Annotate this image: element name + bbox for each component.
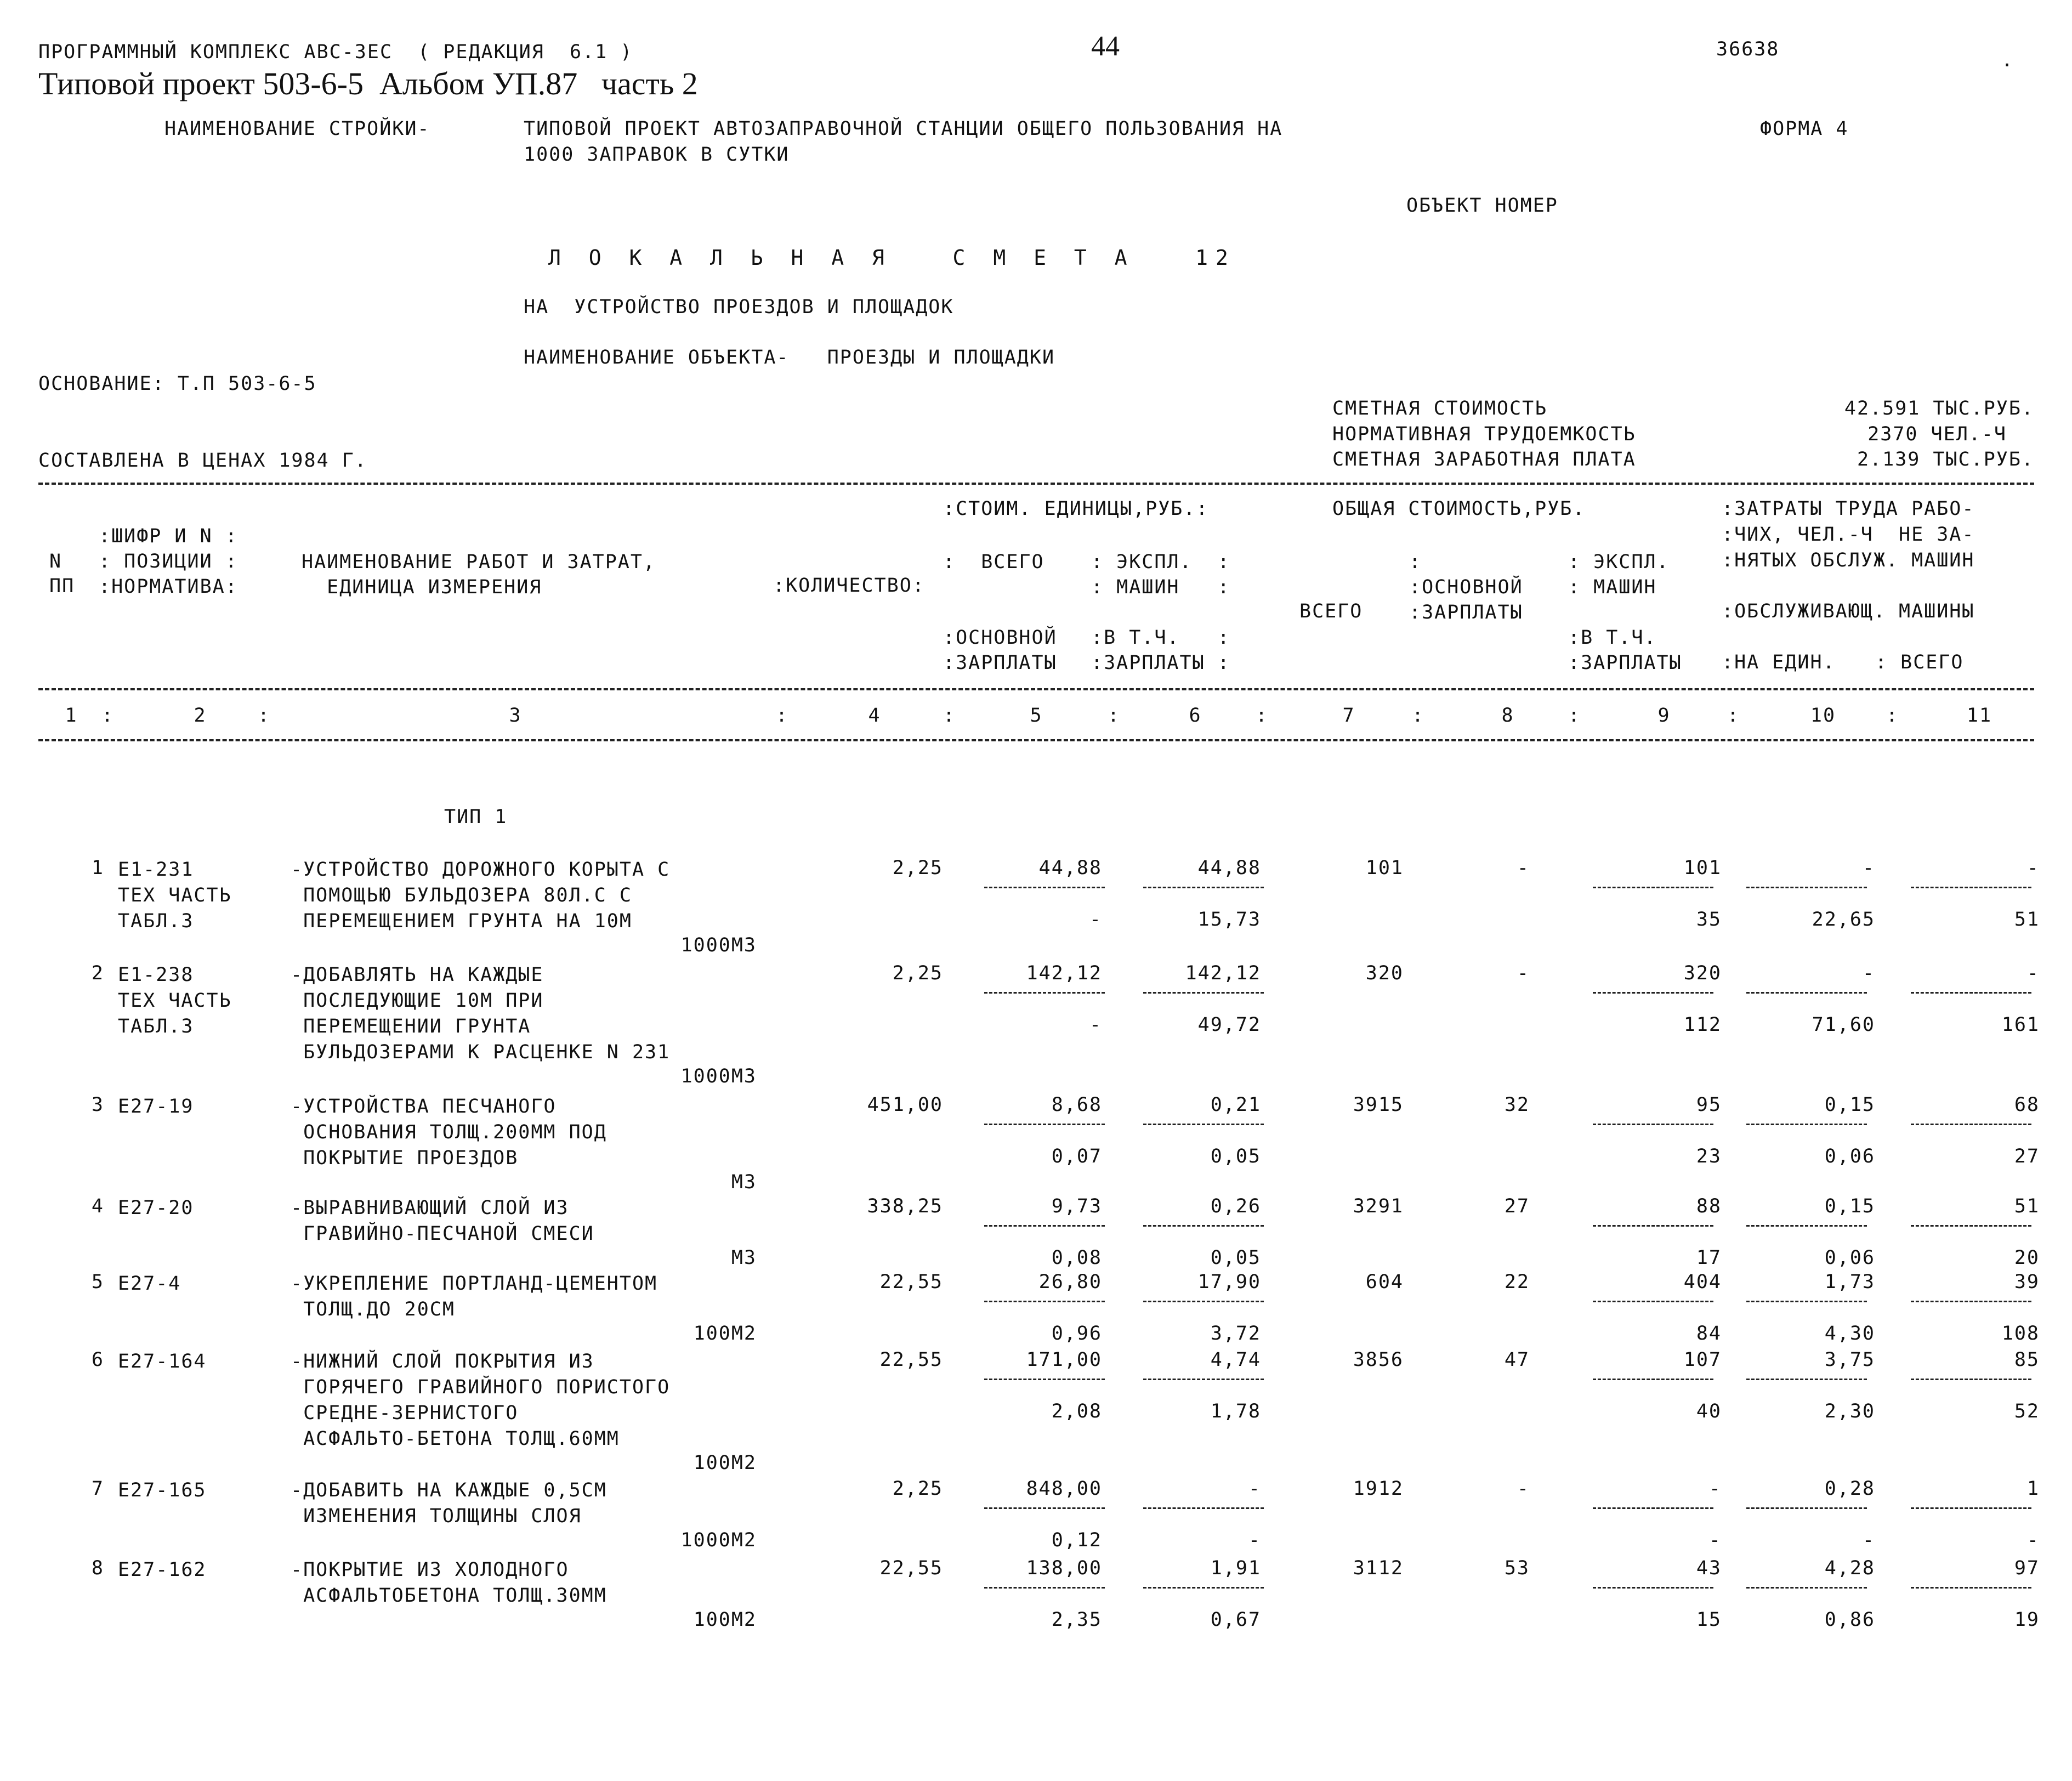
row-total-wages: 22 xyxy=(1504,1271,1530,1293)
row-labor-unit: - xyxy=(1862,857,1875,879)
column-number-3: 3 xyxy=(509,705,522,727)
row-quantity: 338,25 xyxy=(867,1195,943,1217)
header-group-labor-4: :ОБСЛУЖИВАЮЩ. МАШИНЫ xyxy=(1722,600,1975,622)
cell-divider xyxy=(1911,1587,2031,1589)
row-total-machine-wages: 40 xyxy=(1696,1400,1722,1422)
cell-divider xyxy=(1593,1225,1713,1227)
row-work-name: -ДОБАВИТЬ НА КАЖДЫЕ 0,5СМ ИЗМЕНЕНИЯ ТОЛЩИНЫ СЛОЯ xyxy=(291,1479,607,1527)
row-unit-machines: - xyxy=(1248,1478,1261,1500)
cell-divider xyxy=(1911,1507,2031,1509)
row-code: Е27-162 xyxy=(118,1559,207,1581)
column-number-9: 9 xyxy=(1657,705,1671,727)
row-labor-unit-machines: 0,86 xyxy=(1824,1609,1875,1631)
row-labor-total-machines: 52 xyxy=(2014,1400,2040,1422)
row-number: 7 xyxy=(91,1478,104,1500)
row-quantity: 22,55 xyxy=(879,1557,943,1579)
row-unit-machine-wages: 0,67 xyxy=(1210,1609,1261,1631)
row-labor-total: 97 xyxy=(2014,1557,2040,1579)
row-labor-total-machines: 20 xyxy=(2014,1247,2040,1269)
row-labor-total-machines: 108 xyxy=(2001,1323,2040,1345)
row-total-machine-wages: 112 xyxy=(1683,1014,1722,1036)
row-number: 3 xyxy=(91,1094,104,1116)
row-total-wages: 53 xyxy=(1504,1557,1530,1579)
construction-label: НАИМЕНОВАНИЕ СТРОЙКИ- xyxy=(164,118,430,140)
row-labor-unit: - xyxy=(1862,962,1875,984)
row-quantity: 2,25 xyxy=(892,1478,943,1500)
cell-divider xyxy=(1746,1379,1867,1380)
cell-divider xyxy=(1746,1225,1867,1227)
row-number: 8 xyxy=(91,1557,104,1579)
row-quantity: 2,25 xyxy=(892,962,943,984)
column-separator: : xyxy=(1886,705,1899,727)
row-total: 604 xyxy=(1365,1271,1404,1293)
form-label: ФОРМА 4 xyxy=(1760,118,1849,140)
cell-divider xyxy=(1593,1587,1713,1589)
column-number-4: 4 xyxy=(868,705,881,727)
row-unit-wages: - xyxy=(1089,1014,1102,1036)
summary-label-labor: НОРМАТИВНАЯ ТРУДОЕМКОСТЬ xyxy=(1332,423,1636,445)
column-separator: : xyxy=(776,705,789,727)
column-separator: : xyxy=(1108,705,1121,727)
cell-divider xyxy=(1143,1225,1264,1227)
cell-divider xyxy=(1911,992,2031,994)
document-number: 36638 xyxy=(1716,38,1780,60)
row-work-name: -НИЖНИЙ СЛОЙ ПОКРЫТИЯ ИЗ ГОРЯЧЕГО ГРАВИЙНОГО ПОРИСТОГО СРЕДНЕ-ЗЕРНИСТОГО АСФАЛЬТО-БЕТОНА ТОЛЩ.60ММ xyxy=(291,1351,671,1450)
header-group-labor-2: :ЧИХ, ЧЕЛ.-Ч НЕ ЗА- xyxy=(1722,524,1975,546)
column-separator: : xyxy=(1256,705,1269,727)
column-separator: : xyxy=(1412,705,1425,727)
row-quantity: 2,25 xyxy=(892,857,943,879)
row-unit-wages: 2,08 xyxy=(1051,1400,1102,1422)
row-total-machine-wages: 84 xyxy=(1696,1323,1722,1345)
row-unit-machines: 44,88 xyxy=(1197,857,1261,879)
row-total: 3856 xyxy=(1353,1349,1404,1371)
row-number: 5 xyxy=(91,1271,104,1293)
row-labor-unit: 0,15 xyxy=(1824,1094,1875,1116)
row-unit-machine-wages: 1,78 xyxy=(1210,1400,1261,1422)
row-number: 1 xyxy=(91,857,104,879)
header-col-8: : :ОСНОВНОЙ :ЗАРПЛАТЫ xyxy=(1409,551,1523,623)
row-labor-unit: 0,15 xyxy=(1824,1195,1875,1217)
row-unit-machine-wages: 0,05 xyxy=(1210,1145,1261,1167)
row-unit: М3 xyxy=(731,1171,757,1193)
cell-divider xyxy=(1143,992,1264,994)
document-title: Л О К А Л Ь Н А Я С М Е Т А 12 xyxy=(548,246,1236,270)
row-total-machine-wages: 23 xyxy=(1696,1145,1722,1167)
row-total-machine-wages: 15 xyxy=(1696,1609,1722,1631)
column-number-10: 10 xyxy=(1810,705,1836,727)
header-group-total-cost: ОБЩАЯ СТОИМОСТЬ,РУБ. xyxy=(1332,498,1586,520)
row-total-machine-wages: - xyxy=(1708,1529,1722,1551)
column-number-1: 1 xyxy=(65,705,78,727)
row-unit-machines: 0,26 xyxy=(1210,1195,1261,1217)
row-total-machine-wages: 17 xyxy=(1696,1247,1722,1269)
cell-divider xyxy=(1911,1225,2031,1227)
row-unit: М3 xyxy=(731,1247,757,1269)
column-number-6: 6 xyxy=(1189,705,1202,727)
row-unit-total: 26,80 xyxy=(1038,1271,1102,1293)
row-total: 3915 xyxy=(1353,1094,1404,1116)
row-unit-machine-wages: 49,72 xyxy=(1197,1014,1261,1036)
summary-value-labor: 2370 ЧЕЛ.-Ч xyxy=(1867,423,2007,445)
header-col-11: : ВСЕГО xyxy=(1875,651,1964,673)
row-total-machines: 43 xyxy=(1696,1557,1722,1579)
row-quantity: 22,55 xyxy=(879,1349,943,1371)
row-unit-total: 8,68 xyxy=(1051,1094,1102,1116)
header-col-6: : ЭКСПЛ. : : МАШИН : :В Т.Ч. : :ЗАРПЛАТЫ : xyxy=(1091,551,1230,674)
cell-divider xyxy=(1593,1507,1713,1509)
page-number: 44 xyxy=(1091,31,1120,62)
construction-name-line1: ТИПОВОЙ ПРОЕКТ АВТОЗАПРАВОЧНОЙ СТАНЦИИ ОБЩЕГО ПОЛЬЗОВАНИЯ НА xyxy=(524,118,1283,140)
row-work-name: -УКРЕПЛЕНИЕ ПОРТЛАНД-ЦЕМЕНТОМ ТОЛЩ.ДО 20СМ xyxy=(291,1273,658,1320)
row-labor-total-machines: - xyxy=(2026,1529,2040,1551)
row-labor-total: 85 xyxy=(2014,1349,2040,1371)
prices-year: СОСТАВЛЕНА В ЦЕНАХ 1984 Г. xyxy=(38,450,367,472)
row-total-wages: 47 xyxy=(1504,1349,1530,1371)
row-labor-total-machines: 161 xyxy=(2001,1014,2040,1036)
object-name: НАИМЕНОВАНИЕ ОБЪЕКТА- ПРОЕЗДЫ И ПЛОЩАДКИ xyxy=(524,347,1055,368)
summary-value-cost: 42.591 ТЫС.РУБ. xyxy=(1844,398,2034,419)
basis: ОСНОВАНИЕ: Т.П 503-6-5 xyxy=(38,373,317,395)
column-separator: : xyxy=(258,705,271,727)
summary-label-cost: СМЕТНАЯ СТОИМОСТЬ xyxy=(1332,398,1548,419)
row-code: Е27-165 xyxy=(118,1479,207,1501)
row-unit-total: 138,00 xyxy=(1026,1557,1102,1579)
row-total: 1912 xyxy=(1353,1478,1404,1500)
header-col-code: :ШИФР И N : : ПОЗИЦИИ : :НОРМАТИВА: xyxy=(99,525,238,598)
header-bottom-rule xyxy=(38,739,2034,741)
row-unit-machine-wages: - xyxy=(1248,1529,1261,1551)
row-total: 320 xyxy=(1365,962,1404,984)
row-total-machines: 404 xyxy=(1683,1271,1722,1293)
header-group-labor-3: :НЯТЫХ ОБСЛУЖ. МАШИН xyxy=(1722,549,1975,571)
row-labor-total-machines: 19 xyxy=(2014,1609,2040,1631)
cell-divider xyxy=(984,1379,1105,1380)
column-separator: : xyxy=(943,705,956,727)
row-unit-wages: - xyxy=(1089,909,1102,931)
row-unit-total: 142,12 xyxy=(1026,962,1102,984)
column-separator: : xyxy=(1568,705,1581,727)
cell-divider xyxy=(1746,1587,1867,1589)
row-unit-machines: 0,21 xyxy=(1210,1094,1261,1116)
column-number-7: 7 xyxy=(1342,705,1355,727)
row-unit: 100М2 xyxy=(693,1452,757,1474)
row-code: Е1-231 ТЕХ ЧАСТЬ ТАБЛ.3 xyxy=(118,859,232,932)
cell-divider xyxy=(1593,1124,1713,1125)
row-unit-wages: 0,96 xyxy=(1051,1323,1102,1345)
cell-divider xyxy=(1911,1301,2031,1302)
header-col-qty: :КОЛИЧЕСТВО: xyxy=(773,575,925,597)
row-work-name: -УСТРОЙСТВО ДОРОЖНОГО КОРЫТА С ПОМОЩЬЮ БУЛЬДОЗЕРА 80Л.С С ПЕРЕМЕЩЕНИЕМ ГРУНТА НА 10М xyxy=(291,859,671,932)
row-labor-total-machines: 27 xyxy=(2014,1145,2040,1167)
cell-divider xyxy=(984,887,1105,888)
cell-divider xyxy=(1143,1301,1264,1302)
row-labor-unit-machines: 0,06 xyxy=(1824,1247,1875,1269)
row-quantity: 451,00 xyxy=(867,1094,943,1116)
header-group-labor-1: :ЗАТРАТЫ ТРУДА РАБО- xyxy=(1722,498,1975,520)
row-unit-total: 9,73 xyxy=(1051,1195,1102,1217)
row-labor-total: - xyxy=(2026,962,2040,984)
row-unit-machines: 1,91 xyxy=(1210,1557,1261,1579)
cell-divider xyxy=(1911,1124,2031,1125)
row-unit: 100М2 xyxy=(693,1609,757,1631)
cell-divider xyxy=(1593,992,1713,994)
header-col-n: N ПП xyxy=(49,551,75,597)
column-number-5: 5 xyxy=(1030,705,1043,727)
cell-divider xyxy=(1746,1507,1867,1509)
row-total-machines: 101 xyxy=(1683,857,1722,879)
row-labor-total: 68 xyxy=(2014,1094,2040,1116)
row-code: Е27-19 xyxy=(118,1096,194,1118)
row-total-wages: - xyxy=(1517,857,1530,879)
cell-divider xyxy=(1746,992,1867,994)
column-number-8: 8 xyxy=(1501,705,1514,727)
header-col-10: :НА ЕДИН. xyxy=(1722,651,1836,673)
header-col-name: НАИМЕНОВАНИЕ РАБОТ И ЗАТРАТ, ЕДИНИЦА ИЗМЕРЕНИЯ xyxy=(302,551,656,598)
row-labor-unit-machines: 2,30 xyxy=(1824,1400,1875,1422)
row-unit-machines: 17,90 xyxy=(1197,1271,1261,1293)
row-labor-unit-machines: 0,06 xyxy=(1824,1145,1875,1167)
row-total: 3112 xyxy=(1353,1557,1404,1579)
row-code: Е1-238 ТЕХ ЧАСТЬ ТАБЛ.3 xyxy=(118,964,232,1037)
row-labor-total: 39 xyxy=(2014,1271,2040,1293)
header-mid-rule xyxy=(38,688,2034,690)
row-unit-total: 848,00 xyxy=(1026,1478,1102,1500)
cell-divider xyxy=(1143,1507,1264,1509)
row-unit: 1000М3 xyxy=(680,934,757,956)
row-total-machine-wages: 35 xyxy=(1696,909,1722,931)
cell-divider xyxy=(1746,887,1867,888)
row-unit-wages: 0,12 xyxy=(1051,1529,1102,1551)
row-total-wages: - xyxy=(1517,1478,1530,1500)
row-total-machines: 107 xyxy=(1683,1349,1722,1371)
summary-value-wages: 2.139 ТЫС.РУБ. xyxy=(1857,449,2034,470)
row-labor-total-machines: 51 xyxy=(2014,909,2040,931)
cell-divider xyxy=(1593,1379,1713,1380)
cell-divider xyxy=(1143,887,1264,888)
cell-divider xyxy=(1593,1301,1713,1302)
project-title: Типовой проект 503-6-5 Альбом УП.87 часть 2 xyxy=(38,66,698,101)
summary-label-wages: СМЕТНАЯ ЗАРАБОТНАЯ ПЛАТА xyxy=(1332,449,1636,470)
cell-divider xyxy=(1593,887,1713,888)
row-labor-unit: 0,28 xyxy=(1824,1478,1875,1500)
cell-divider xyxy=(1746,1301,1867,1302)
column-separator: : xyxy=(1727,705,1740,727)
row-labor-unit-machines: 4,30 xyxy=(1824,1323,1875,1345)
row-total-wages: - xyxy=(1517,962,1530,984)
row-labor-total: 51 xyxy=(2014,1195,2040,1217)
row-total-machines: - xyxy=(1708,1478,1722,1500)
row-total-machines: 88 xyxy=(1696,1195,1722,1217)
column-separator: : xyxy=(101,705,115,727)
row-unit-machine-wages: 15,73 xyxy=(1197,909,1261,931)
cell-divider xyxy=(1143,1379,1264,1380)
row-unit-machines: 142,12 xyxy=(1185,962,1261,984)
row-work-name: -УСТРОЙСТВА ПЕСЧАНОГО ОСНОВАНИЯ ТОЛЩ.200ММ ПОД ПОКРЫТИЕ ПРОЕЗДОВ xyxy=(291,1096,607,1169)
row-total-wages: 32 xyxy=(1504,1094,1530,1116)
column-number-2: 2 xyxy=(194,705,207,727)
row-labor-unit: 4,28 xyxy=(1824,1557,1875,1579)
row-number: 2 xyxy=(91,962,104,984)
row-total-wages: 27 xyxy=(1504,1195,1530,1217)
cell-divider xyxy=(984,1587,1105,1589)
object-number-label: ОБЪЕКТ НОМЕР xyxy=(1406,195,1558,217)
row-total: 3291 xyxy=(1353,1195,1404,1217)
row-number: 4 xyxy=(91,1195,104,1217)
row-quantity: 22,55 xyxy=(879,1271,943,1293)
section-title: ТИП 1 xyxy=(444,806,508,828)
row-labor-unit-machines: - xyxy=(1862,1529,1875,1551)
row-unit-total: 44,88 xyxy=(1038,857,1102,879)
row-work-name: -ПОКРЫТИЕ ИЗ ХОЛОДНОГО АСФАЛЬТОБЕТОНА ТОЛЩ.30ММ xyxy=(291,1559,607,1607)
row-unit-wages: 0,08 xyxy=(1051,1247,1102,1269)
header-col-7: ВСЕГО xyxy=(1299,600,1363,622)
row-code: Е27-4 xyxy=(118,1273,181,1295)
construction-name-line2: 1000 ЗАПРАВОК В СУТКИ xyxy=(524,144,790,166)
row-work-name: -ДОБАВЛЯТЬ НА КАЖДЫЕ ПОСЛЕДУЮЩИЕ 10М ПРИ ПЕРЕМЕЩЕНИИ ГРУНТА БУЛЬДОЗЕРАМИ К РАСЦЕНКЕ N 231 xyxy=(291,964,671,1063)
corner-mark: . xyxy=(2001,49,2014,71)
row-number: 6 xyxy=(91,1349,104,1371)
program-name: ПРОГРАММНЫЙ КОМПЛЕКС АВС-3ЕС ( РЕДАКЦИЯ 6.1 ) xyxy=(38,41,633,63)
row-unit-machine-wages: 3,72 xyxy=(1210,1323,1261,1345)
cell-divider xyxy=(1143,1587,1264,1589)
cell-divider xyxy=(1911,887,2031,888)
row-labor-unit-machines: 71,60 xyxy=(1812,1014,1875,1036)
row-unit-machines: 4,74 xyxy=(1210,1349,1261,1371)
header-top-rule xyxy=(38,483,2034,485)
row-unit: 100М2 xyxy=(693,1323,757,1345)
row-labor-unit-machines: 22,65 xyxy=(1812,909,1875,931)
cell-divider xyxy=(984,1225,1105,1227)
cell-divider xyxy=(1143,1124,1264,1125)
document-subtitle: НА УСТРОЙСТВО ПРОЕЗДОВ И ПЛОЩАДОК xyxy=(524,296,954,318)
row-unit-wages: 0,07 xyxy=(1051,1145,1102,1167)
cell-divider xyxy=(984,1124,1105,1125)
row-unit-total: 171,00 xyxy=(1026,1349,1102,1371)
row-labor-total: 1 xyxy=(2026,1478,2040,1500)
row-total: 101 xyxy=(1365,857,1404,879)
row-code: Е27-20 xyxy=(118,1197,194,1219)
row-total-machines: 320 xyxy=(1683,962,1722,984)
cell-divider xyxy=(1911,1379,2031,1380)
row-total-machines: 95 xyxy=(1696,1094,1722,1116)
row-unit: 1000М3 xyxy=(680,1065,757,1087)
header-col-9: : ЭКСПЛ. : МАШИН :В Т.Ч. :ЗАРПЛАТЫ xyxy=(1568,551,1682,674)
cell-divider xyxy=(984,992,1105,994)
row-unit-machine-wages: 0,05 xyxy=(1210,1247,1261,1269)
row-unit-wages: 2,35 xyxy=(1051,1609,1102,1631)
row-labor-total: - xyxy=(2026,857,2040,879)
cell-divider xyxy=(984,1507,1105,1509)
header-col-5: : ВСЕГО :ОСНОВНОЙ :ЗАРПЛАТЫ xyxy=(943,551,1057,674)
row-code: Е27-164 xyxy=(118,1351,207,1372)
row-labor-unit: 3,75 xyxy=(1824,1349,1875,1371)
row-work-name: -ВЫРАВНИВАЮЩИЙ СЛОЙ ИЗ ГРАВИЙНО-ПЕСЧАНОЙ СМЕСИ xyxy=(291,1197,594,1245)
cell-divider xyxy=(1746,1124,1867,1125)
row-labor-unit: 1,73 xyxy=(1824,1271,1875,1293)
row-unit: 1000М2 xyxy=(680,1529,757,1551)
column-number-11: 11 xyxy=(1966,705,1992,727)
cell-divider xyxy=(984,1301,1105,1302)
header-group-unit-cost: :СТОИМ. ЕДИНИЦЫ,РУБ.: xyxy=(943,498,1209,520)
